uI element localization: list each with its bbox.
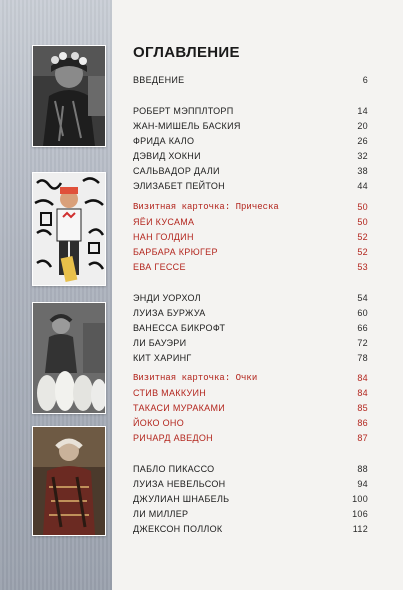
toc-entry[interactable] bbox=[133, 351, 368, 366]
toc-entry[interactable] bbox=[133, 179, 368, 194]
toc-entry-page: 50 bbox=[357, 217, 368, 227]
toc-entry-name: ФРИДА КАЛО bbox=[133, 136, 195, 146]
toc-entry-page: 50 bbox=[357, 202, 368, 212]
toc-entry[interactable] bbox=[133, 291, 368, 306]
toc-entry-name: САЛЬВАДОР ДАЛИ bbox=[133, 166, 220, 176]
toc-entry-name: БАРБАРА КРЮГЕР bbox=[133, 247, 218, 257]
toc-entry-name: НАН ГОЛДИН bbox=[133, 232, 194, 242]
toc-entry[interactable] bbox=[133, 164, 368, 179]
toc-entry-name: ДЭВИД ХОКНИ bbox=[133, 151, 201, 161]
toc-entry[interactable] bbox=[133, 134, 368, 149]
toc-entry-page: 84 bbox=[357, 373, 368, 383]
toc-entry[interactable] bbox=[133, 260, 368, 275]
toc-entry-name: КИТ ХАРИНГ bbox=[133, 353, 192, 363]
toc-entry-page: 66 bbox=[357, 323, 368, 333]
toc-entry-page: 106 bbox=[352, 509, 368, 519]
toc-entry-page: 88 bbox=[357, 464, 368, 474]
toc-entry-page: 100 bbox=[352, 494, 368, 504]
toc-section-name: Визитная карточка: Очки bbox=[133, 373, 258, 383]
toc-entry-page: 52 bbox=[357, 247, 368, 257]
toc-entry-name: ЖАН-МИШЕЛЬ БАСКИЯ bbox=[133, 121, 241, 131]
toc-entry-page: 94 bbox=[357, 479, 368, 489]
toc-section-glasses[interactable] bbox=[133, 371, 368, 386]
toc-entry[interactable] bbox=[133, 119, 368, 134]
toc-entry-page: 38 bbox=[357, 166, 368, 176]
louise-nevelson-photo bbox=[32, 426, 106, 536]
toc-entry-page: 112 bbox=[352, 524, 368, 534]
toc-entry-page: 78 bbox=[357, 353, 368, 363]
toc-entry[interactable] bbox=[133, 401, 368, 416]
toc-entry-name: ТАКАСИ МУРАКАМИ bbox=[133, 403, 226, 413]
toc-entry[interactable] bbox=[133, 336, 368, 351]
toc-entry-name: ЛУИЗА БУРЖУА bbox=[133, 308, 206, 318]
toc-entry-page: 20 bbox=[357, 121, 368, 131]
toc-entry[interactable] bbox=[133, 230, 368, 245]
toc-entry[interactable] bbox=[133, 104, 368, 119]
frida-kahlo-photo bbox=[32, 45, 106, 147]
toc-entry-name: ВВЕДЕНИЕ bbox=[133, 75, 185, 85]
toc-title: ОГЛАВЛЕНИЕ bbox=[133, 44, 240, 61]
keith-haring-photo bbox=[32, 172, 106, 286]
toc-entry[interactable] bbox=[133, 215, 368, 230]
louise-bourgeois-photo bbox=[32, 302, 106, 414]
toc-entry[interactable] bbox=[133, 245, 368, 260]
toc-entry-name: ЯЁИ КУСАМА bbox=[133, 217, 195, 227]
toc-entry[interactable] bbox=[133, 522, 368, 537]
toc-entry[interactable] bbox=[133, 386, 368, 401]
toc-entry-name: ЕВА ГЕССЕ bbox=[133, 262, 186, 272]
toc-section-name: Визитная карточка: Прическа bbox=[133, 202, 279, 212]
toc-entry-page: 60 bbox=[357, 308, 368, 318]
toc-entry-page: 14 bbox=[357, 106, 368, 116]
toc-entry[interactable] bbox=[133, 416, 368, 431]
toc-entry-name: ВАНЕССА БИКРОФТ bbox=[133, 323, 226, 333]
toc-entry-name: РИЧАРД АВЕДОН bbox=[133, 433, 213, 443]
toc-entry-name: ЛИ МИЛЛЕР bbox=[133, 509, 189, 519]
toc-entry-name: ЭНДИ УОРХОЛ bbox=[133, 293, 201, 303]
toc-entry[interactable] bbox=[133, 306, 368, 321]
toc-entry-page: 6 bbox=[362, 75, 368, 85]
toc-entry-page: 32 bbox=[357, 151, 368, 161]
toc-entry[interactable] bbox=[133, 477, 368, 492]
toc-entry[interactable] bbox=[133, 462, 368, 477]
toc-entry-page: 85 bbox=[357, 403, 368, 413]
toc-entry[interactable] bbox=[133, 492, 368, 507]
toc-entry[interactable] bbox=[133, 321, 368, 336]
toc-entry-intro[interactable] bbox=[133, 73, 368, 88]
toc-entry-name: ДЖУЛИАН ШНАБЕЛЬ bbox=[133, 494, 230, 504]
toc-entry-page: 86 bbox=[357, 418, 368, 428]
toc-entry-page: 26 bbox=[357, 136, 368, 146]
toc-entry-name: ДЖЕКСОН ПОЛЛОК bbox=[133, 524, 223, 534]
toc-entry-page: 44 bbox=[357, 181, 368, 191]
toc-entry-name: ЙОКО ОНО bbox=[133, 418, 185, 428]
toc-entry-name: СТИВ МАККУИН bbox=[133, 388, 207, 398]
toc-entry-page: 87 bbox=[357, 433, 368, 443]
toc-entry-name: ЛУИЗА НЕВЕЛЬСОН bbox=[133, 479, 226, 489]
toc-entry-name: РОБЕРТ МЭППЛТОРП bbox=[133, 106, 234, 116]
toc-section-hairstyle[interactable] bbox=[133, 200, 368, 215]
toc-entry-name: ПАБЛО ПИКАССО bbox=[133, 464, 215, 474]
toc-entry-page: 72 bbox=[357, 338, 368, 348]
toc-entry[interactable] bbox=[133, 431, 368, 446]
toc-entry-page: 53 bbox=[357, 262, 368, 272]
toc-entry-page: 54 bbox=[357, 293, 368, 303]
toc-entry[interactable] bbox=[133, 507, 368, 522]
toc-entry-name: ЭЛИЗАБЕТ ПЕЙТОН bbox=[133, 181, 225, 191]
toc-entry-name: ЛИ БАУЭРИ bbox=[133, 338, 187, 348]
toc-entry-page: 52 bbox=[357, 232, 368, 242]
toc-entry-page: 84 bbox=[357, 388, 368, 398]
toc-entry[interactable] bbox=[133, 149, 368, 164]
